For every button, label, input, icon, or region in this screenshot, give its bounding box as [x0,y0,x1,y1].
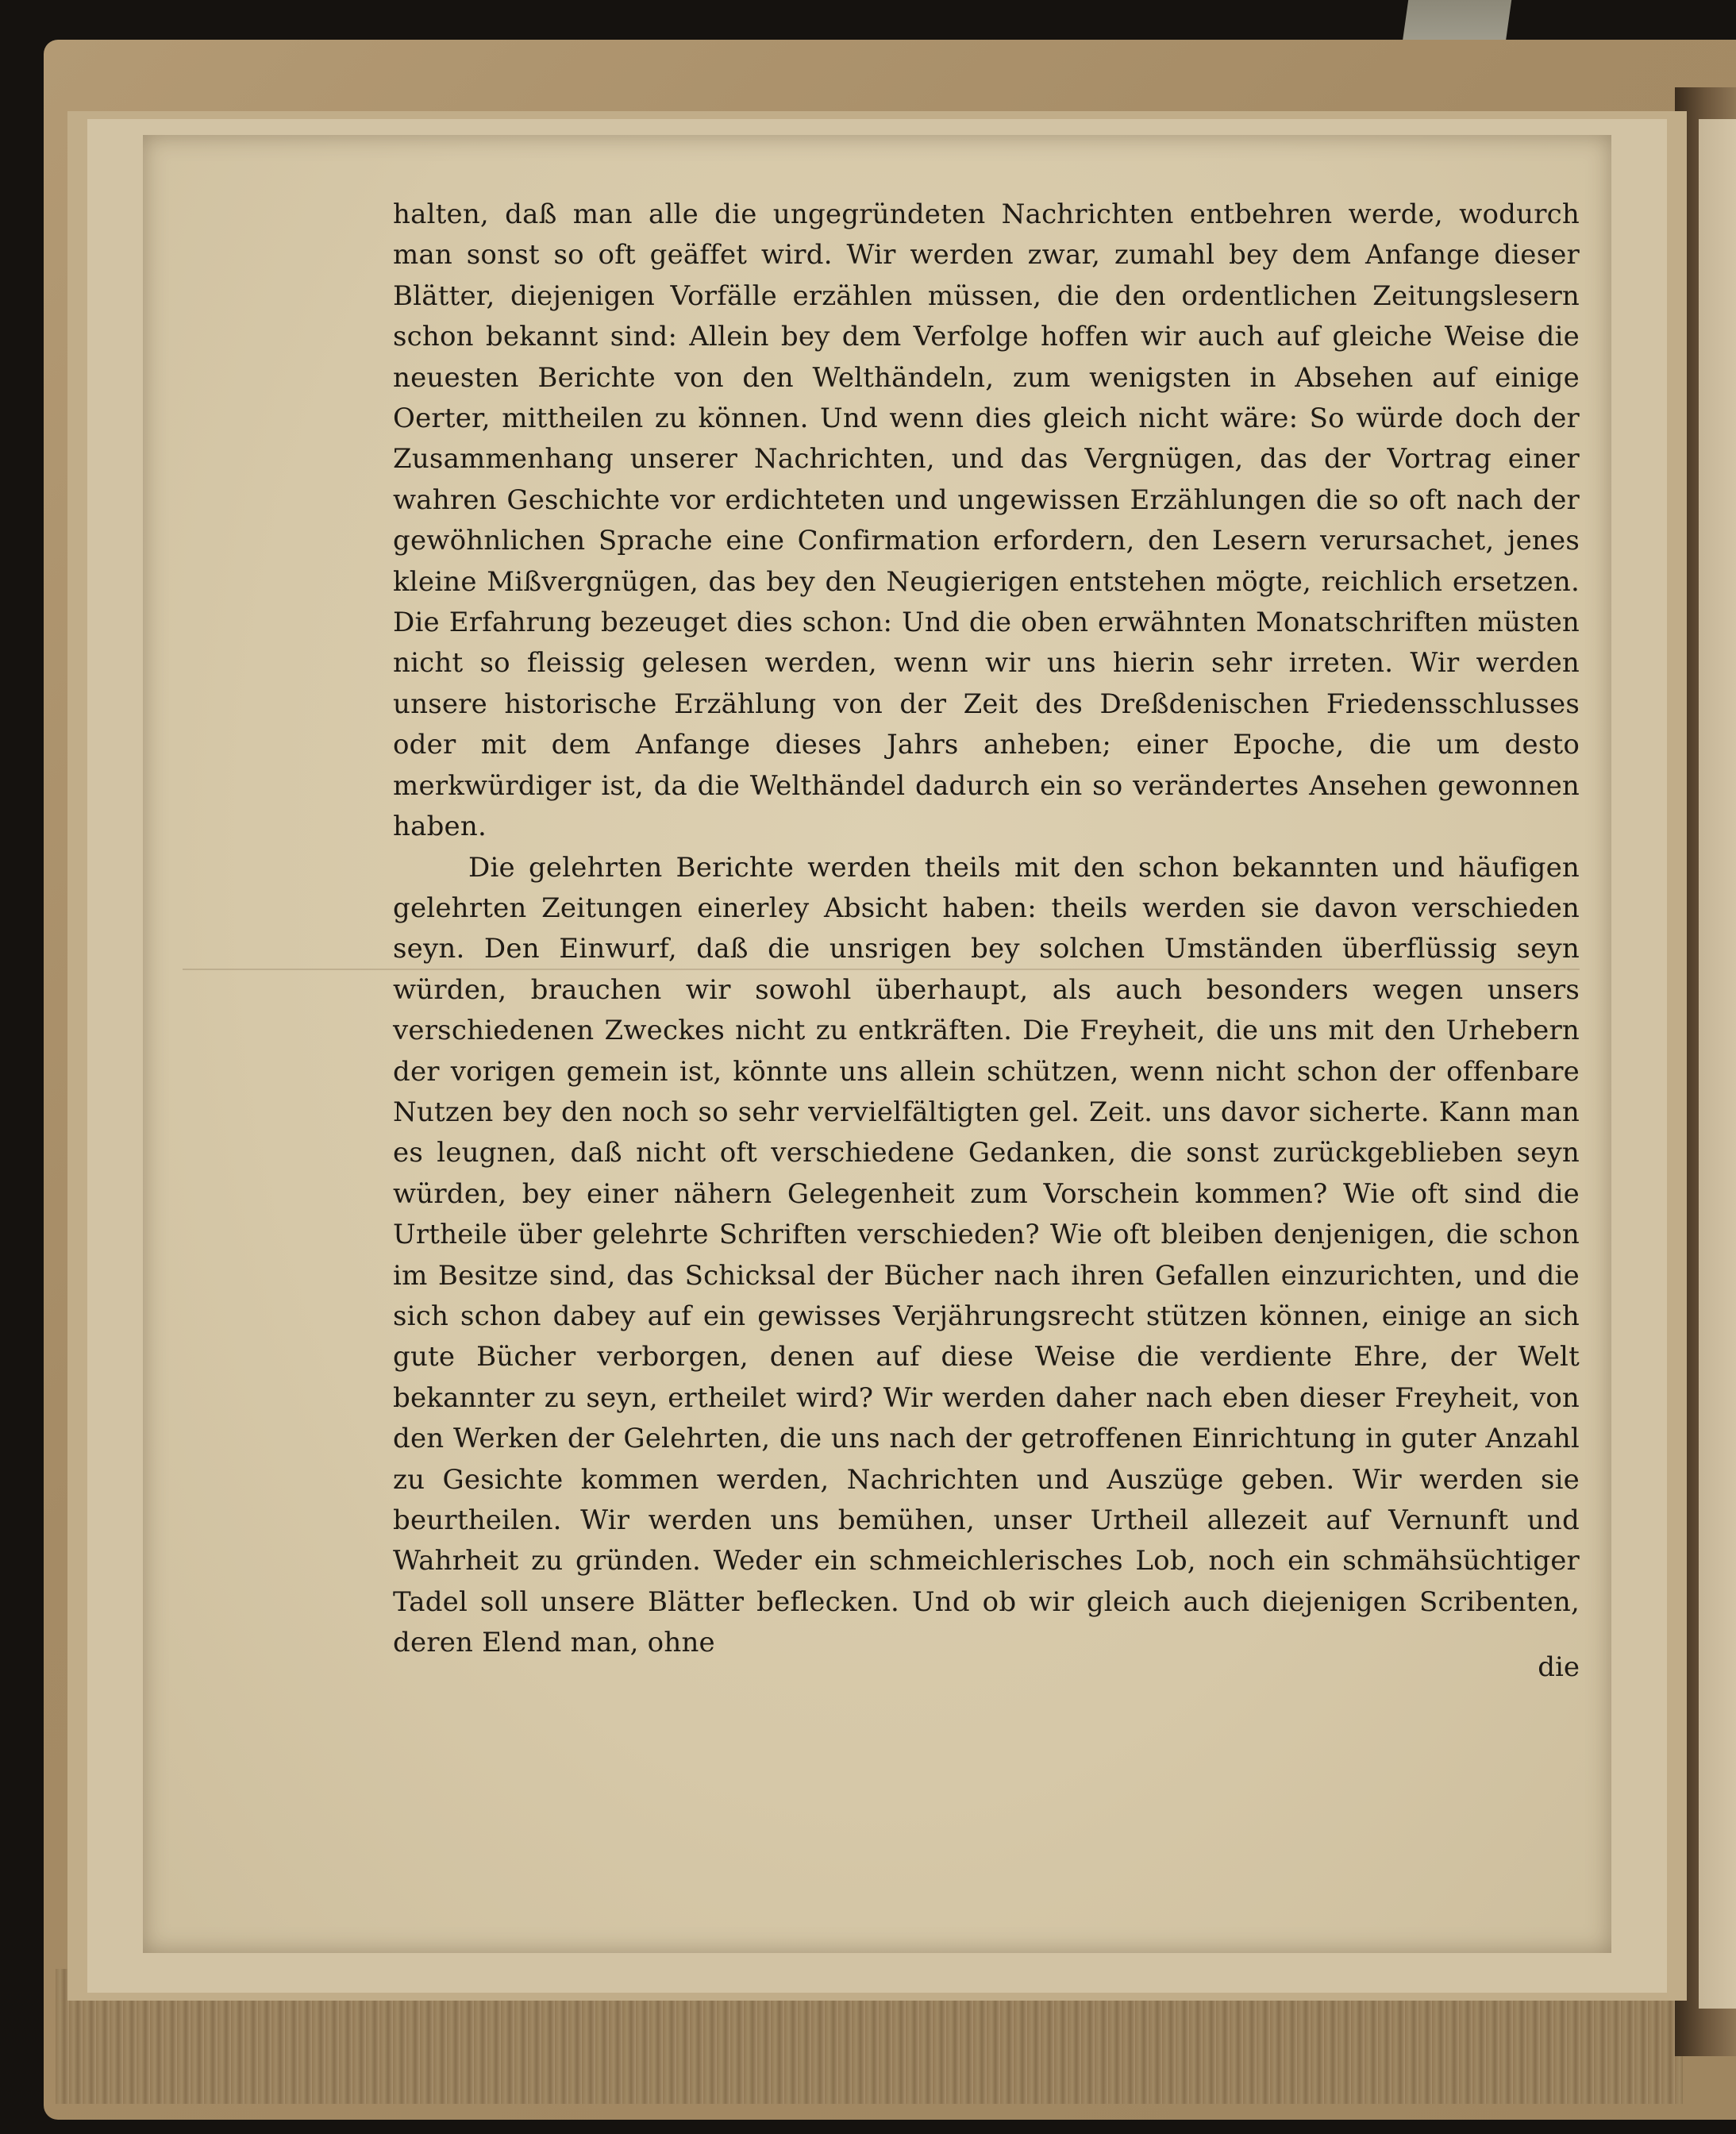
facing-page-edge [1699,119,1736,2009]
paragraph-learned-reports: Die gelehrten Berichte werden theils mit den schon bekannten und häufigen gelehrten Zeitungen einerley Absicht haben: theils werden sie davon verschieden seyn. Den Einwurf, daß die unsrigen bey solchen Umständen überflüssig seyn würden, brauchen wir sowohl überhaupt, als auch besonders wegen unsers verschiedenen Zweckes nicht zu entkräften. Die Freyheit, die uns mit den Urhebern der vorigen gemein ist, könnte uns allein schützen, wenn nicht schon der offenbare Nutzen bey den noch so sehr vervielfältigten gel. Zeit. uns davor sicherte. Kann man es leugnen, daß nicht oft verschiedene Gedanken, die sonst zurückgeblieben seyn würden, bey einer nähern Gelegenheit zum Vorschein kommen? Wie oft sind die Urtheile über gelehrte Schriften verschieden? Wie oft bleiben denjenigen, die schon im Besitze sind, das Schicksal der Bücher nach ihren Gefallen einzurichten, und die sich schon dabey auf ein gewisses Verjährungsrecht stützen können, einige an sich gute Bücher verborgen, denen auf diese Weise die verdiente Ehre, der Welt bekannter zu seyn, ertheilet wird? Wir werden daher nach eben dieser Freyheit, von den Werken der Gelehrten, die uns nach der getroffenen Einrichtung in guter Anzahl zu Gesichte kommen werden, Nachrichten und Auszüge geben. Wir werden sie beurtheilen. Wir werden uns bemühen, unser Urtheil allezeit auf Vernunft und Wahrheit zu gründen. Weder ein schmeichlerisches Lob, noch ein schmähsüchtiger Tadel soll unsere Blätter beflecken. Und ob wir gleich auch diejenigen Scribenten, deren Elend man, ohne [393,851,1580,1659]
paragraph-news: halten, daß man alle die ungegründeten Nachrichten entbehren werde, wodurch man sonst so oft geäffet wird. Wir werden zwar, zumahl bey dem Anfange dieser Blätter, diejenigen Vorfälle erzählen müssen, die den ordentlichen Zeitungslesern schon bekannt sind: Allein bey dem Verfolge hoffen wir auch auf gleiche Weise die neuesten Berichte von den Welthändeln, zum wenigsten in Absehen auf einige Oerter, mittheilen zu können. Und wenn dies gleich nicht wäre: So würde doch der Zusammenhang unserer Nachrichten, und das Vergnügen, das der Vortrag einer wahren Geschichte vor erdichteten und ungewissen Erzählungen die so oft nach der gewöhnlichen Sprache eine Confirmation erfordern, den Lesern verursachet, jenes kleine Mißvergnügen, das bey den Neugierigen entstehen mögte, reichlich ersetzen. Die Erfahrung bezeuget dies schon: Und die oben erwähnten Monatschriften müsten nicht so fleissig gelesen werden, wenn wir uns hierin sehr irreten. Wir werden unsere historische Erzählung von der Zeit des Dreßdenischen Friedensschlusses oder mit dem Anfange dieses Jahrs anheben; einer Epoche, die um desto merkwürdiger ist, da die Welthändel dadurch ein so verändertes Ansehen gewonnen haben. [393,198,1580,843]
catchword: die [1538,1651,1580,1683]
body-text [393,195,1580,1664]
